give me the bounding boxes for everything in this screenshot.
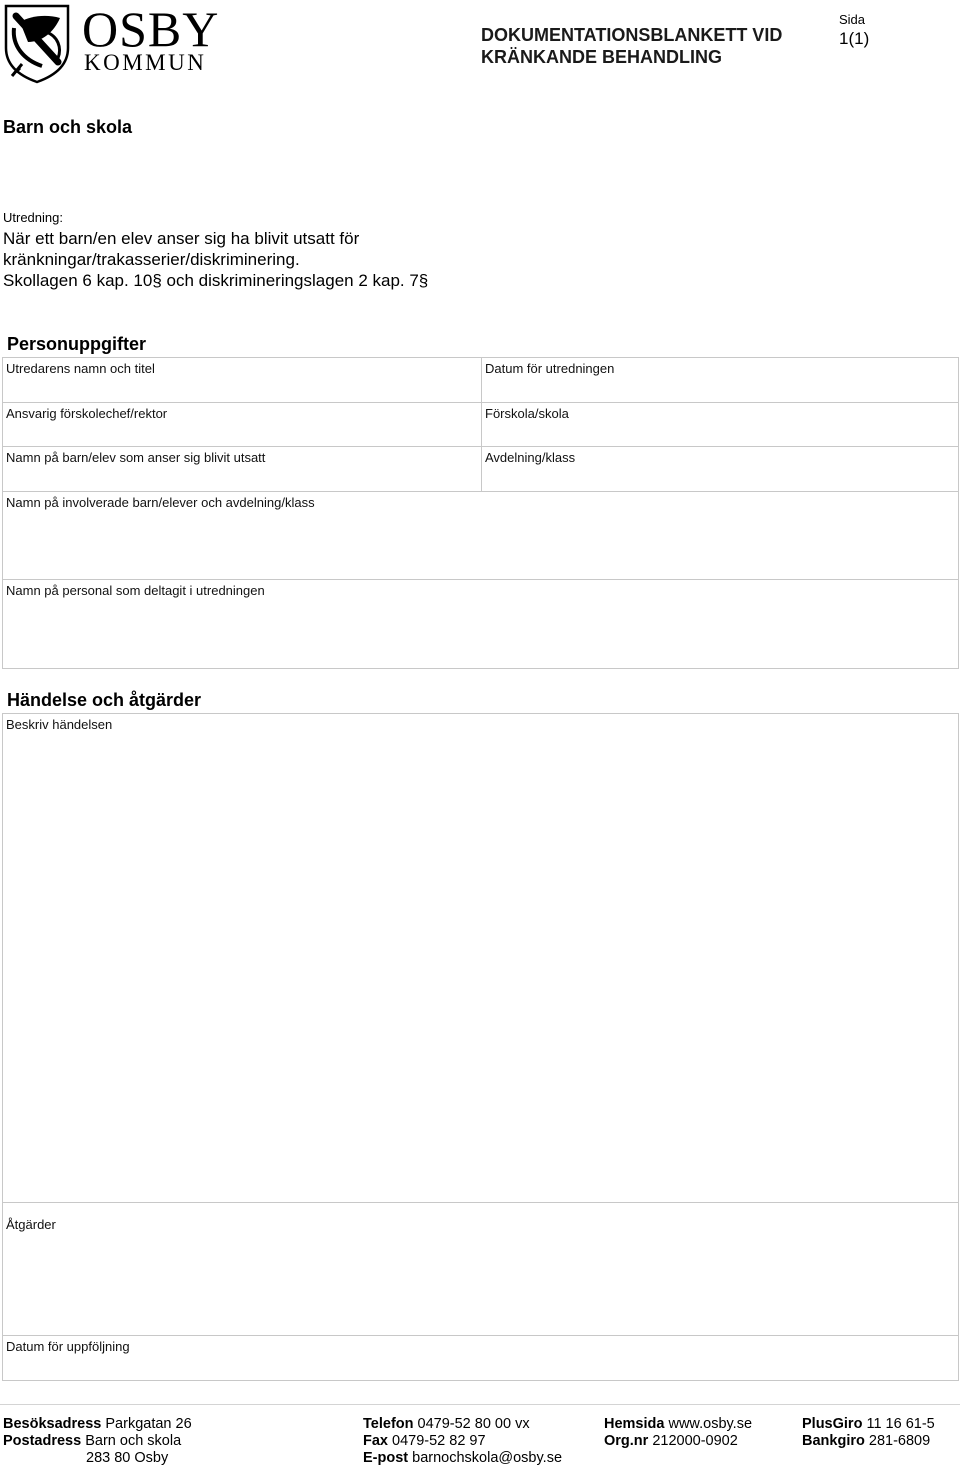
document-title-line1: DOKUMENTATIONSBLANKETT VID (481, 25, 783, 45)
field-investigation-date[interactable] (481, 357, 959, 403)
field-actions[interactable] (2, 1202, 959, 1336)
footer-visit-label: Besöksadress (3, 1416, 102, 1432)
field-followup-date-label: Datum för uppföljning (6, 1339, 130, 1354)
footer-post-city: 283 80 Osby (86, 1450, 169, 1466)
section-heading-incident: Händelse och åtgärder (7, 690, 202, 710)
footer-fax-value: 0479-52 82 97 (392, 1433, 486, 1449)
page-number: 1(1) (839, 29, 870, 48)
footer-fax-label: Fax (363, 1433, 388, 1449)
footer-phone-label: Telefon (363, 1416, 414, 1432)
document-title-line2: KRÄNKANDE BEHANDLING (481, 47, 722, 67)
field-child-name[interactable] (2, 446, 482, 492)
field-participating-staff[interactable] (2, 579, 959, 669)
brand-subtitle: KOMMUN (84, 50, 207, 75)
department-name: Barn och skola (3, 117, 133, 137)
footer-phone-value: 0479-52 80 00 vx (417, 1416, 530, 1432)
footer-plusgiro-label: PlusGiro (802, 1416, 863, 1432)
field-responsible-principal[interactable] (2, 402, 482, 447)
field-responsible-principal-label: Ansvarig förskolechef/rektor (6, 406, 168, 421)
footer-contact-column (363, 1416, 562, 1467)
field-investigator-label: Utredarens namn och titel (6, 361, 155, 376)
footer-bankgiro-value: 281-6809 (868, 1433, 931, 1449)
footer-visit-value: Parkgatan 26 (105, 1416, 192, 1432)
document-title (481, 24, 811, 68)
field-school[interactable] (481, 402, 959, 447)
field-involved-children[interactable] (2, 491, 959, 580)
footer-bankgiro-label: Bankgiro (802, 1433, 865, 1449)
footer-org-value: 212000-0902 (652, 1433, 738, 1449)
footer-web-label: Hemsida (604, 1416, 665, 1432)
footer-web-value[interactable]: www.osby.se (668, 1416, 753, 1432)
footer-payment-column (802, 1416, 935, 1450)
field-class-label: Avdelning/klass (485, 450, 576, 465)
field-actions-label: Åtgärder (6, 1217, 56, 1232)
field-investigation-date-label: Datum för utredningen (485, 361, 615, 376)
footer-address-column (3, 1416, 192, 1467)
brand-name: OSBY (82, 1, 220, 57)
footer-plusgiro-value: 11 16 61-5 (866, 1416, 935, 1432)
field-describe-incident-label: Beskriv händelsen (6, 717, 113, 732)
page-label: Sida (839, 12, 866, 27)
section-heading-personal: Personuppgifter (7, 334, 147, 354)
osby-coat-of-arms-logo (2, 2, 72, 84)
investigation-text-line1: När ett barn/en elev anser sig ha blivit utsatt för (3, 229, 360, 248)
footer-post-value: Barn och skola (85, 1433, 182, 1449)
investigation-text-line2: kränkningar/trakasserier/diskriminering. (3, 250, 300, 269)
footer-post-label: Postadress (3, 1433, 82, 1449)
field-participating-staff-label: Namn på personal som deltagit i utredningen (6, 583, 265, 598)
investigation-label: Utredning: (3, 210, 63, 225)
footer-web-column (604, 1416, 752, 1450)
footer-org-label: Org.nr (604, 1433, 649, 1449)
footer-divider (0, 1404, 960, 1405)
investigation-text-line3: Skollagen 6 kap. 10§ och diskrimineringslagen 2 kap. 7§ (3, 271, 429, 290)
field-involved-children-label: Namn på involverade barn/elever och avdelning/klass (6, 495, 315, 510)
footer-email-label: E-post (363, 1450, 409, 1466)
field-child-name-label: Namn på barn/elev som anser sig blivit utsatt (6, 450, 266, 465)
field-school-label: Förskola/skola (485, 406, 569, 421)
field-investigator[interactable] (2, 357, 482, 403)
footer-email-value[interactable]: barnochskola@osby.se (412, 1450, 563, 1466)
field-describe-incident[interactable] (2, 713, 959, 1203)
field-followup-date[interactable] (2, 1335, 959, 1381)
field-class[interactable] (481, 446, 959, 492)
